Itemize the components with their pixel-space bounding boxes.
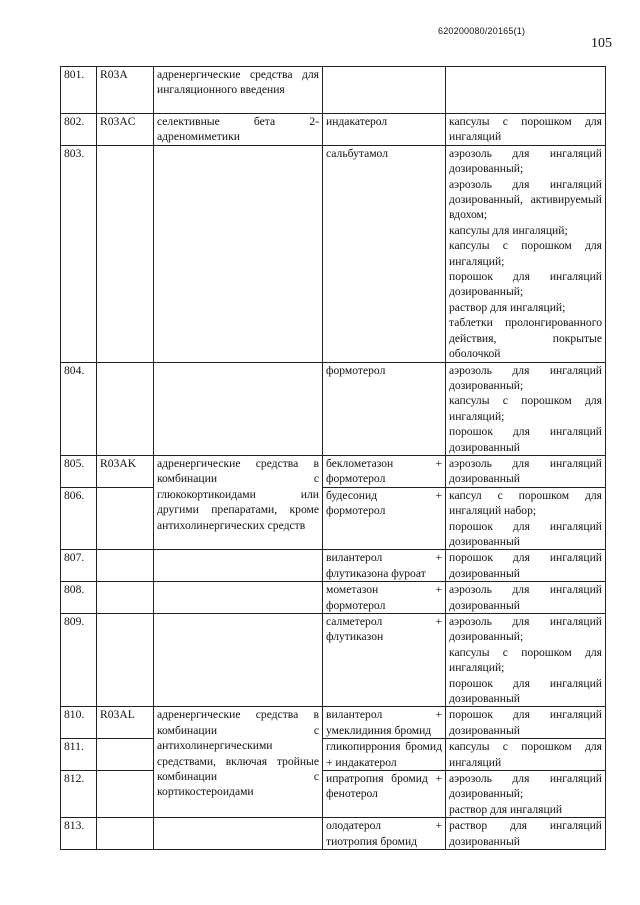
dosage-form: капсулы с порошком для ингаляций	[449, 115, 602, 144]
substance: ипратропия бромид + фенотерол	[323, 771, 446, 818]
dosage-form: таблетки пролонгированного действия, покрытые оболочкой	[449, 316, 602, 361]
row-number: 802.	[61, 114, 97, 146]
atc-code	[97, 614, 154, 707]
dosage-form: аэрозоль для ингаляций дозированный	[449, 583, 602, 612]
dosage-form: аэрозоль для ингаляций дозированный;	[449, 615, 602, 644]
substance: олодатерол + тиотропия бромид	[323, 818, 446, 850]
dosage-forms	[446, 67, 606, 114]
substance: индакатерол	[323, 114, 446, 146]
table-row	[61, 818, 606, 850]
atc-code: R03AC	[97, 114, 154, 146]
dosage-form: раствор для ингаляций дозированный	[449, 819, 602, 848]
table-row	[61, 550, 606, 582]
dosage-form: аэрозоль для ингаляций дозированный, активируемый вдохом;	[449, 177, 602, 222]
table-row	[61, 145, 606, 362]
row-number: 803.	[61, 145, 97, 362]
pharm-group	[154, 362, 323, 455]
drug-table	[60, 66, 606, 850]
dosage-form: порошок для ингаляций дозированный	[449, 676, 602, 706]
atc-code: R03AK	[97, 455, 154, 487]
pharm-group	[154, 818, 323, 850]
row-number: 801.	[61, 67, 97, 114]
row-number: 807.	[61, 550, 97, 582]
table-row	[61, 114, 606, 146]
row-number: 812.	[61, 771, 97, 818]
table-row	[61, 487, 606, 550]
substance: беклометазон + формотерол	[323, 455, 446, 487]
dosage-form: порошок для ингаляций дозированный	[449, 425, 602, 454]
table-row	[61, 739, 606, 771]
substance: будесонид + формотерол	[323, 487, 446, 550]
row-number: 805.	[61, 455, 97, 487]
dosage-forms	[446, 707, 606, 739]
dosage-form: капсулы с порошком для ингаляций;	[449, 394, 602, 423]
substance: вилантерол + флутиказона фуроат	[323, 550, 446, 582]
atc-code	[97, 550, 154, 582]
dosage-form: капсул с порошком для ингаляций набор;	[449, 488, 602, 518]
dosage-forms	[446, 818, 606, 850]
dosage-forms	[446, 582, 606, 614]
pharm-group: адренергические средства в комбинации с глюкокортикоидами или другими препаратами, кроме антихолинергических средств	[154, 455, 323, 549]
dosage-form: капсулы для ингаляций;	[449, 223, 568, 237]
table-row	[61, 582, 606, 614]
pharm-group	[154, 145, 323, 362]
dosage-form: аэрозоль для ингаляций дозированный;	[449, 146, 602, 176]
row-number: 810.	[61, 707, 97, 739]
dosage-form: капсулы с порошком для ингаляций	[449, 740, 602, 769]
dosage-form: порошок для ингаляций дозированный	[449, 708, 602, 737]
dosage-forms	[446, 455, 606, 487]
atc-code	[97, 487, 154, 550]
atc-code	[97, 362, 154, 455]
dosage-form: капсулы с порошком для ингаляций;	[449, 645, 602, 675]
table-row	[61, 707, 606, 739]
dosage-forms	[446, 487, 606, 550]
dosage-forms	[446, 614, 606, 707]
dosage-form: порошок для ингаляций дозированный;	[449, 270, 602, 299]
atc-code	[97, 771, 154, 818]
dosage-forms	[446, 771, 606, 818]
dosage-form: порошок для ингаляций дозированный	[449, 551, 602, 580]
atc-code: R03A	[97, 67, 154, 114]
atc-code	[97, 818, 154, 850]
pharm-group	[154, 582, 323, 614]
atc-code	[97, 145, 154, 362]
substance: сальбутамол	[323, 145, 446, 362]
table-row	[61, 455, 606, 487]
table-row	[61, 67, 606, 114]
page-number: 105	[591, 36, 612, 51]
dosage-form: капсулы с порошком для ингаляций;	[449, 239, 602, 268]
row-number: 809.	[61, 614, 97, 707]
dosage-forms	[446, 550, 606, 582]
table-row	[61, 362, 606, 455]
substance: формотерол	[323, 362, 446, 455]
table-row	[61, 614, 606, 707]
row-number: 808.	[61, 582, 97, 614]
substance: вилантерол + умеклидиния бромид	[323, 707, 446, 739]
dosage-form: порошок для ингаляций дозированный	[449, 519, 602, 548]
dosage-forms	[446, 145, 606, 362]
row-number: 806.	[61, 487, 97, 550]
dosage-form: аэрозоль для ингаляций дозированный	[449, 456, 602, 486]
table-row	[61, 771, 606, 818]
pharm-group	[154, 550, 323, 582]
substance: салметерол + флутиказон	[323, 614, 446, 707]
atc-code: R03AL	[97, 707, 154, 739]
pharm-group: адренергические средства для ингаляционного введения	[154, 67, 323, 114]
document-id: 620200080/20165(1)	[438, 26, 526, 36]
dosage-forms	[446, 739, 606, 771]
dosage-forms	[446, 362, 606, 455]
pharm-group: адренергические средства в комбинации с антихолинергическими средствами, включая тройные комбинации с кортикостероидами	[154, 707, 323, 818]
dosage-form: аэрозоль для ингаляций дозированный;	[449, 363, 602, 392]
dosage-forms	[446, 114, 606, 146]
pharm-group: селективные бета 2-адреномиметики	[154, 114, 323, 146]
row-number: 811.	[61, 739, 97, 771]
atc-code	[97, 739, 154, 771]
pharm-group	[154, 614, 323, 707]
row-number: 813.	[61, 818, 97, 850]
atc-code	[97, 582, 154, 614]
dosage-form: раствор для ингаляций;	[449, 300, 566, 314]
substance: мометазон + формотерол	[323, 582, 446, 614]
substance: гликопиррония бромид + индакатерол	[323, 739, 446, 771]
substance	[323, 67, 446, 114]
dosage-form: аэрозоль для ингаляций дозированный;	[449, 772, 602, 801]
dosage-form: раствор для ингаляций	[449, 802, 563, 816]
row-number: 804.	[61, 362, 97, 455]
